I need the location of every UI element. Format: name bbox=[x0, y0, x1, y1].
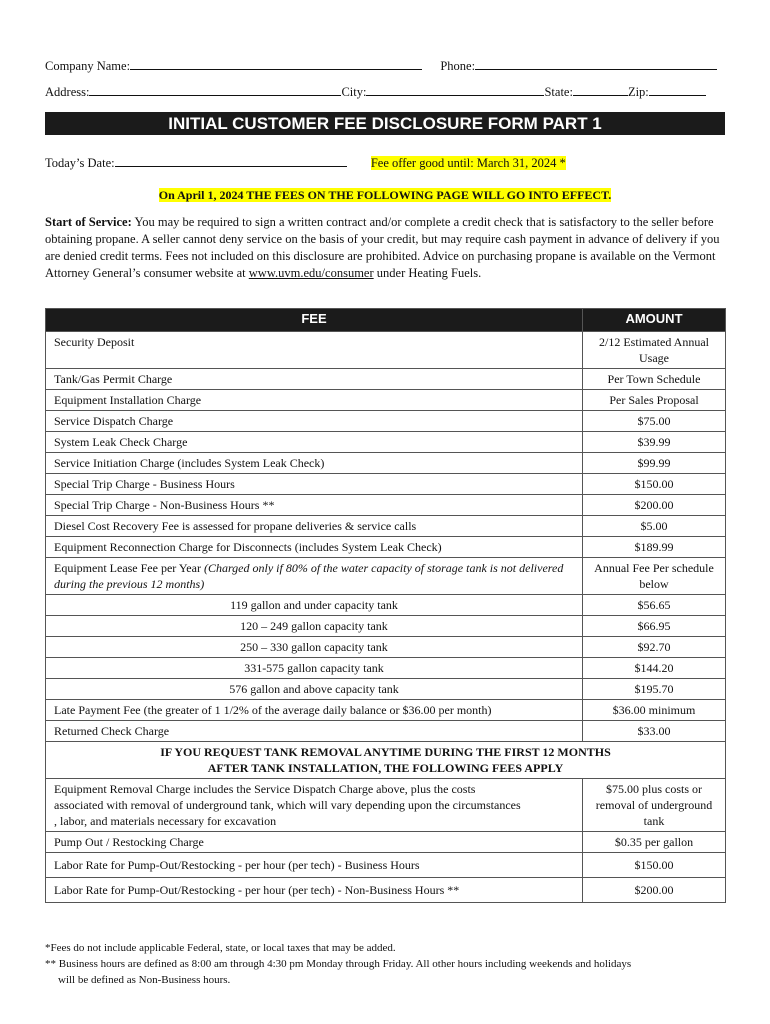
state-label: State: bbox=[544, 85, 573, 99]
city-field[interactable] bbox=[366, 83, 544, 96]
intro-text: You may be required to sign a written contract and/or complete a credit check that is satisfactory to the seller before obtaining propane. A seller cannot deny service on the basis of your credit, but may require cash payment in advance of delivery if you are denied credit terms. Fees not included on this disclosure are prohibited. Advice on purchasing propane is available on the Vermont Attorney General’s consumer website at bbox=[45, 215, 720, 280]
amount-cell: $66.95 bbox=[583, 616, 726, 637]
fee-cell: Pump Out / Restocking Charge bbox=[46, 832, 583, 853]
company-name-label: Company Name: bbox=[45, 59, 131, 73]
table-row bbox=[46, 369, 726, 390]
amount-cell: $5.00 bbox=[583, 516, 726, 537]
footnote-business-hours: ** Business hours are defined as 8:00 am through 4:30 pm Monday through Friday. All other hours including weekends and holidays bbox=[45, 958, 632, 970]
lease-fee-row bbox=[46, 558, 726, 595]
table-row bbox=[46, 516, 726, 537]
table-header-row bbox=[46, 309, 726, 332]
amount-cell: $150.00 bbox=[583, 474, 726, 495]
removal-banner bbox=[46, 742, 726, 779]
amount-column-header: AMOUNT bbox=[583, 309, 726, 332]
fee-cell: Labor Rate for Pump-Out/Restocking - per hour (per tech) - Non-Business Hours ** bbox=[46, 878, 583, 903]
amount-cell: $33.00 bbox=[583, 721, 726, 742]
amount-cell: $56.65 bbox=[583, 595, 726, 616]
footnote-taxes: *Fees do not include applicable Federal, state, or local taxes that may be added. bbox=[45, 942, 396, 954]
fee-cell: Late Payment Fee (the greater of 1 1/2% of the average daily balance or $36.00 per month) bbox=[46, 700, 583, 721]
company-name-field[interactable] bbox=[130, 57, 422, 70]
zip-label: Zip: bbox=[627, 85, 649, 99]
date-row bbox=[45, 154, 725, 171]
table-row bbox=[46, 700, 726, 721]
fee-cell: Equipment Reconnection Charge for Disconnects (includes System Leak Check) bbox=[46, 537, 583, 558]
removal-banner-line: IF YOU REQUEST TANK REMOVAL ANYTIME DURING THE FIRST 12 MONTHS bbox=[160, 745, 611, 759]
tank-size-cell: 119 gallon and under capacity tank bbox=[46, 595, 583, 616]
amount-cell: $92.70 bbox=[583, 637, 726, 658]
amount-cell: $36.00 minimum bbox=[583, 700, 726, 721]
tank-size-cell: 250 – 330 gallon capacity tank bbox=[46, 637, 583, 658]
address-row bbox=[45, 83, 725, 100]
intro-text-end: under Heating Fuels. bbox=[373, 266, 482, 280]
table-row bbox=[46, 453, 726, 474]
company-phone-row bbox=[45, 57, 725, 74]
consumer-website-link[interactable]: www.uvm.edu/consumer bbox=[248, 266, 374, 280]
todays-date-field[interactable] bbox=[115, 154, 347, 167]
amount-cell: $200.00 bbox=[583, 495, 726, 516]
amount-cell: $195.70 bbox=[583, 679, 726, 700]
table-row bbox=[46, 411, 726, 432]
fee-table bbox=[45, 308, 726, 903]
lease-fee-note: (Charged only if 80% of the water capacity of storage tank is not delivered during the previous 12 months) bbox=[54, 561, 564, 591]
table-row bbox=[46, 474, 726, 495]
table-row bbox=[46, 390, 726, 411]
city-label: City: bbox=[341, 85, 367, 99]
phone-field[interactable] bbox=[475, 57, 717, 70]
amount-cell: $200.00 bbox=[583, 878, 726, 903]
amount-cell: $99.99 bbox=[583, 453, 726, 474]
amount-cell: $75.00 plus costs or removal of underground tank bbox=[583, 779, 726, 832]
amount-cell: $189.99 bbox=[583, 537, 726, 558]
table-row bbox=[46, 878, 726, 903]
effective-date-notice bbox=[0, 188, 770, 203]
table-row bbox=[46, 832, 726, 853]
table-row bbox=[46, 853, 726, 878]
form-title: INITIAL CUSTOMER FEE DISCLOSURE FORM PART 1 bbox=[45, 112, 725, 135]
phone-label: Phone: bbox=[440, 59, 476, 73]
amount-cell: Per Town Schedule bbox=[583, 369, 726, 390]
amount-cell: 2/12 Estimated Annual Usage bbox=[583, 332, 726, 369]
tank-size-cell: 331-575 gallon capacity tank bbox=[46, 658, 583, 679]
amount-cell: $150.00 bbox=[583, 853, 726, 878]
footnotes bbox=[45, 940, 735, 988]
amount-cell: $39.99 bbox=[583, 432, 726, 453]
amount-cell: $144.20 bbox=[583, 658, 726, 679]
amount-cell: Annual Fee Per schedule below bbox=[583, 558, 726, 595]
fee-cell: Tank/Gas Permit Charge bbox=[46, 369, 583, 390]
table-row bbox=[46, 721, 726, 742]
fee-offer-text: Fee offer good until: March 31, 2024 * bbox=[370, 156, 566, 170]
todays-date-label: Today’s Date: bbox=[45, 156, 115, 170]
effective-date-notice-text: On April 1, 2024 THE FEES ON THE FOLLOWING PAGE WILL GO INTO EFFECT. bbox=[158, 188, 612, 202]
tank-size-cell: 120 – 249 gallon capacity tank bbox=[46, 616, 583, 637]
start-of-service-heading: Start of Service: bbox=[45, 215, 132, 229]
address-label: Address: bbox=[45, 85, 90, 99]
fee-cell: Special Trip Charge - Non-Business Hours ** bbox=[46, 495, 583, 516]
table-row bbox=[46, 537, 726, 558]
table-row bbox=[46, 432, 726, 453]
tank-row bbox=[46, 616, 726, 637]
footnote-business-hours-cont: will be defined as Non-Business hours. bbox=[58, 974, 231, 986]
amount-cell: $75.00 bbox=[583, 411, 726, 432]
fee-cell: System Leak Check Charge bbox=[46, 432, 583, 453]
fee-column-header: FEE bbox=[46, 309, 583, 332]
fee-cell: Security Deposit bbox=[46, 332, 583, 369]
fee-cell: Labor Rate for Pump-Out/Restocking - per hour (per tech) - Business Hours bbox=[46, 853, 583, 878]
fee-cell: Equipment Installation Charge bbox=[46, 390, 583, 411]
fee-cell: Special Trip Charge - Business Hours bbox=[46, 474, 583, 495]
removal-banner-row bbox=[46, 742, 726, 779]
amount-cell: $0.35 per gallon bbox=[583, 832, 726, 853]
tank-row bbox=[46, 637, 726, 658]
tank-size-cell: 576 gallon and above capacity tank bbox=[46, 679, 583, 700]
fee-cell: Diesel Cost Recovery Fee is assessed for propane deliveries & service calls bbox=[46, 516, 583, 537]
tank-row bbox=[46, 595, 726, 616]
fee-cell: Service Initiation Charge (includes System Leak Check) bbox=[46, 453, 583, 474]
table-row bbox=[46, 332, 726, 369]
fee-cell: Service Dispatch Charge bbox=[46, 411, 583, 432]
fee-cell bbox=[46, 558, 583, 595]
lease-fee-label: Equipment Lease Fee per Year bbox=[54, 561, 204, 575]
zip-field[interactable] bbox=[649, 83, 706, 96]
start-of-service-paragraph bbox=[45, 214, 725, 282]
amount-cell: Per Sales Proposal bbox=[583, 390, 726, 411]
removal-banner-line: AFTER TANK INSTALLATION, THE FOLLOWING FEES APPLY bbox=[207, 761, 564, 775]
fee-cell: Equipment Removal Charge includes the Service Dispatch Charge above, plus the costs associated with removal of underground tank, which will vary depending upon the circumstances , labor, and materials necessary for excavation bbox=[46, 779, 583, 832]
table-row bbox=[46, 495, 726, 516]
fee-cell: Returned Check Charge bbox=[46, 721, 583, 742]
tank-row bbox=[46, 679, 726, 700]
address-field[interactable] bbox=[89, 83, 341, 96]
state-field[interactable] bbox=[573, 83, 628, 96]
table-row bbox=[46, 779, 726, 832]
tank-row bbox=[46, 658, 726, 679]
